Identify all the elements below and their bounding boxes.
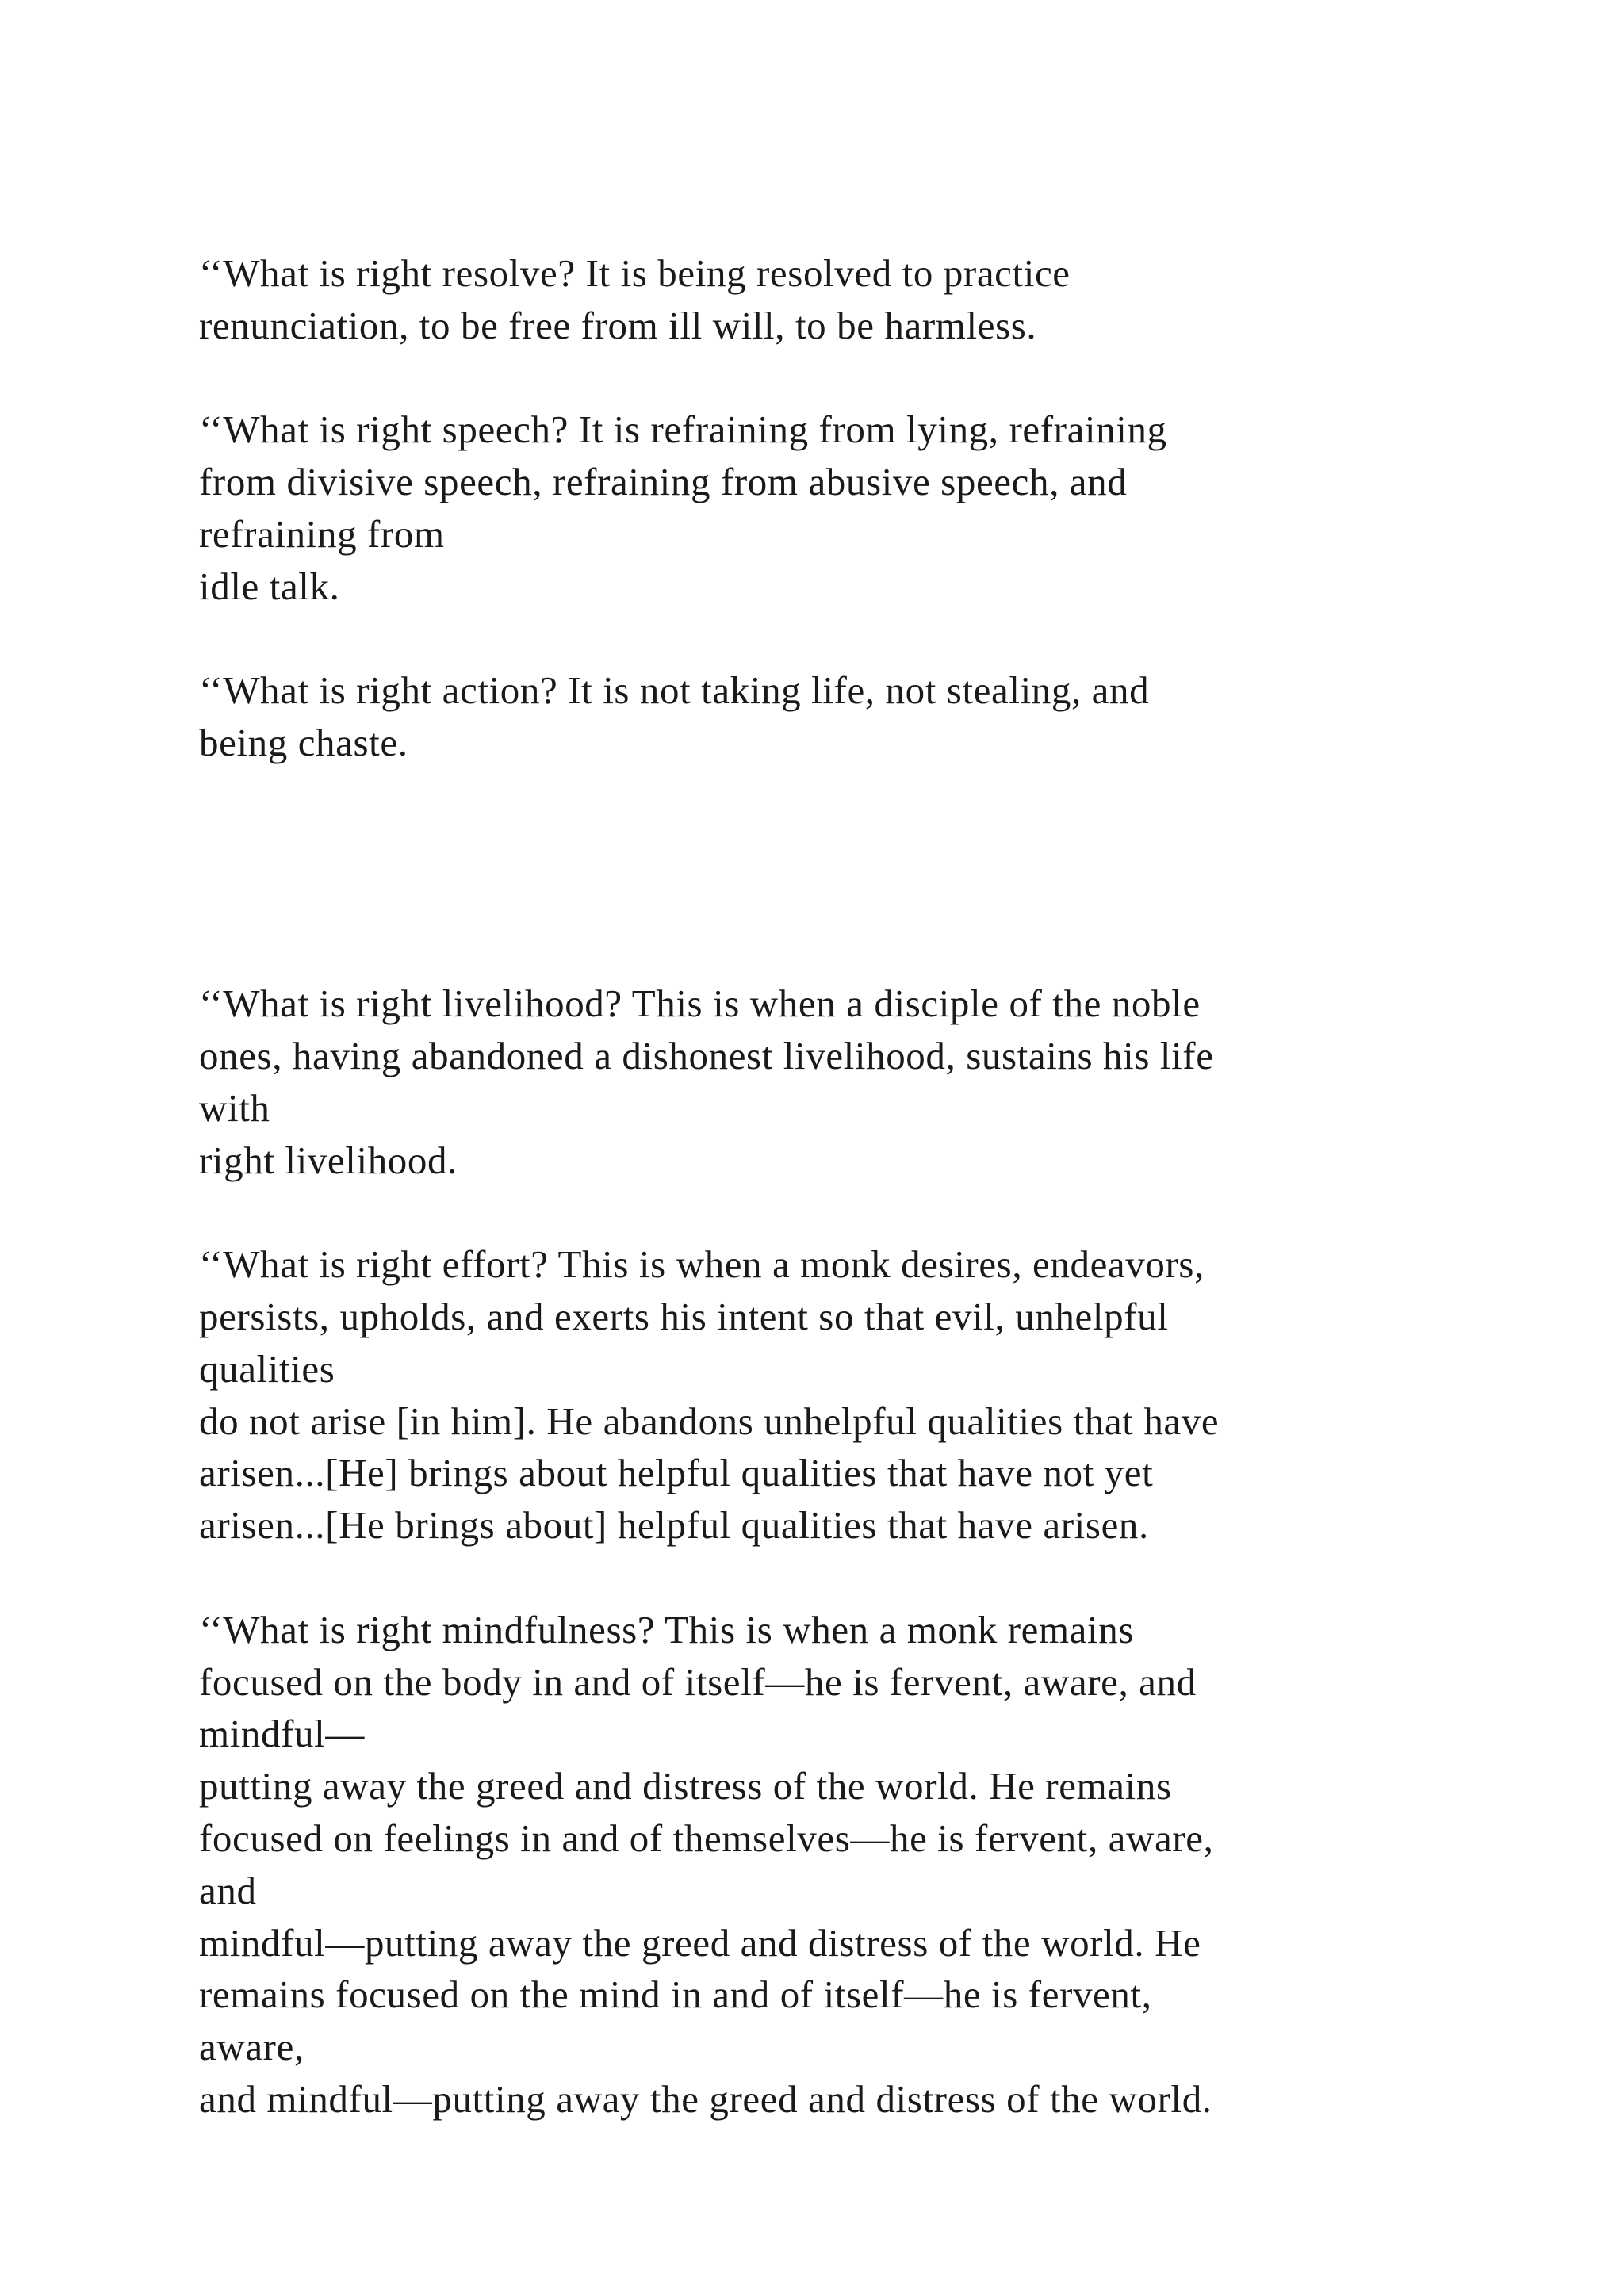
text-line: with xyxy=(199,1085,270,1130)
text-line: being chaste. xyxy=(199,721,408,765)
text-line: mindful—putting away the greed and distress of the world. He xyxy=(199,1920,1201,1965)
blank-line xyxy=(199,769,1595,821)
text-line: do not arise [in him]. He abandons unhelpful qualities that have xyxy=(199,1399,1220,1443)
text-line: ‘‘What is right effort? This is when a monk desires, endeavors, xyxy=(199,1242,1205,1287)
text-line: remains focused on the mind in and of itself—he is fervent, xyxy=(199,1973,1152,2017)
text-line: putting away the greed and distress of the world. He remains xyxy=(199,1764,1172,1808)
document-text xyxy=(199,247,1595,2126)
text-line: aware, xyxy=(199,2025,304,2069)
text-line: arisen...[He brings about] helpful qualities that have arisen. xyxy=(199,1503,1149,1548)
text-line: ‘‘What is right livelihood? This is when a disciple of the noble xyxy=(199,982,1201,1026)
text-line: renunciation, to be free from ill will, to be harmless. xyxy=(199,303,1037,347)
text-line: ‘‘What is right mindfulness? This is when a monk remains xyxy=(199,1607,1134,1651)
text-line: ‘‘What is right speech? It is refraining from lying, refraining xyxy=(199,408,1167,452)
text-line: and xyxy=(199,1868,257,1912)
text-line: and mindful—putting away the greed and distress of the world. xyxy=(199,2076,1212,2121)
text-line: ‘‘What is right resolve? It is being resolved to practice xyxy=(199,251,1071,295)
text-line: persists, upholds, and exerts his intent so that evil, unhelpful xyxy=(199,1294,1169,1338)
text-line: focused on feelings in and of themselves—he is fervent, aware, xyxy=(199,1816,1214,1860)
text-line: ‘‘What is right action? It is not taking life, not stealing, and xyxy=(199,668,1150,713)
blank-line xyxy=(199,1552,1595,1604)
blank-line xyxy=(199,352,1595,404)
blank-line xyxy=(199,925,1595,978)
text-line: focused on the body in and of itself—he is fervent, aware, and xyxy=(199,1659,1197,1704)
text-line: idle talk. xyxy=(199,564,340,608)
text-line: refraining from xyxy=(199,511,445,556)
text-line: right livelihood. xyxy=(199,1138,458,1182)
text-line: ones, having abandoned a dishonest livelihood, sustains his life xyxy=(199,1033,1214,1077)
text-line: mindful— xyxy=(199,1712,365,1756)
blank-line xyxy=(199,821,1595,874)
blank-line xyxy=(199,1186,1595,1238)
blank-line xyxy=(199,613,1595,665)
text-line: from divisive speech, refraining from abusive speech, and xyxy=(199,460,1128,504)
text-line: arisen...[He] brings about helpful qualities that have not yet xyxy=(199,1451,1154,1495)
text-line: qualities xyxy=(199,1346,335,1391)
blank-line xyxy=(199,874,1595,926)
